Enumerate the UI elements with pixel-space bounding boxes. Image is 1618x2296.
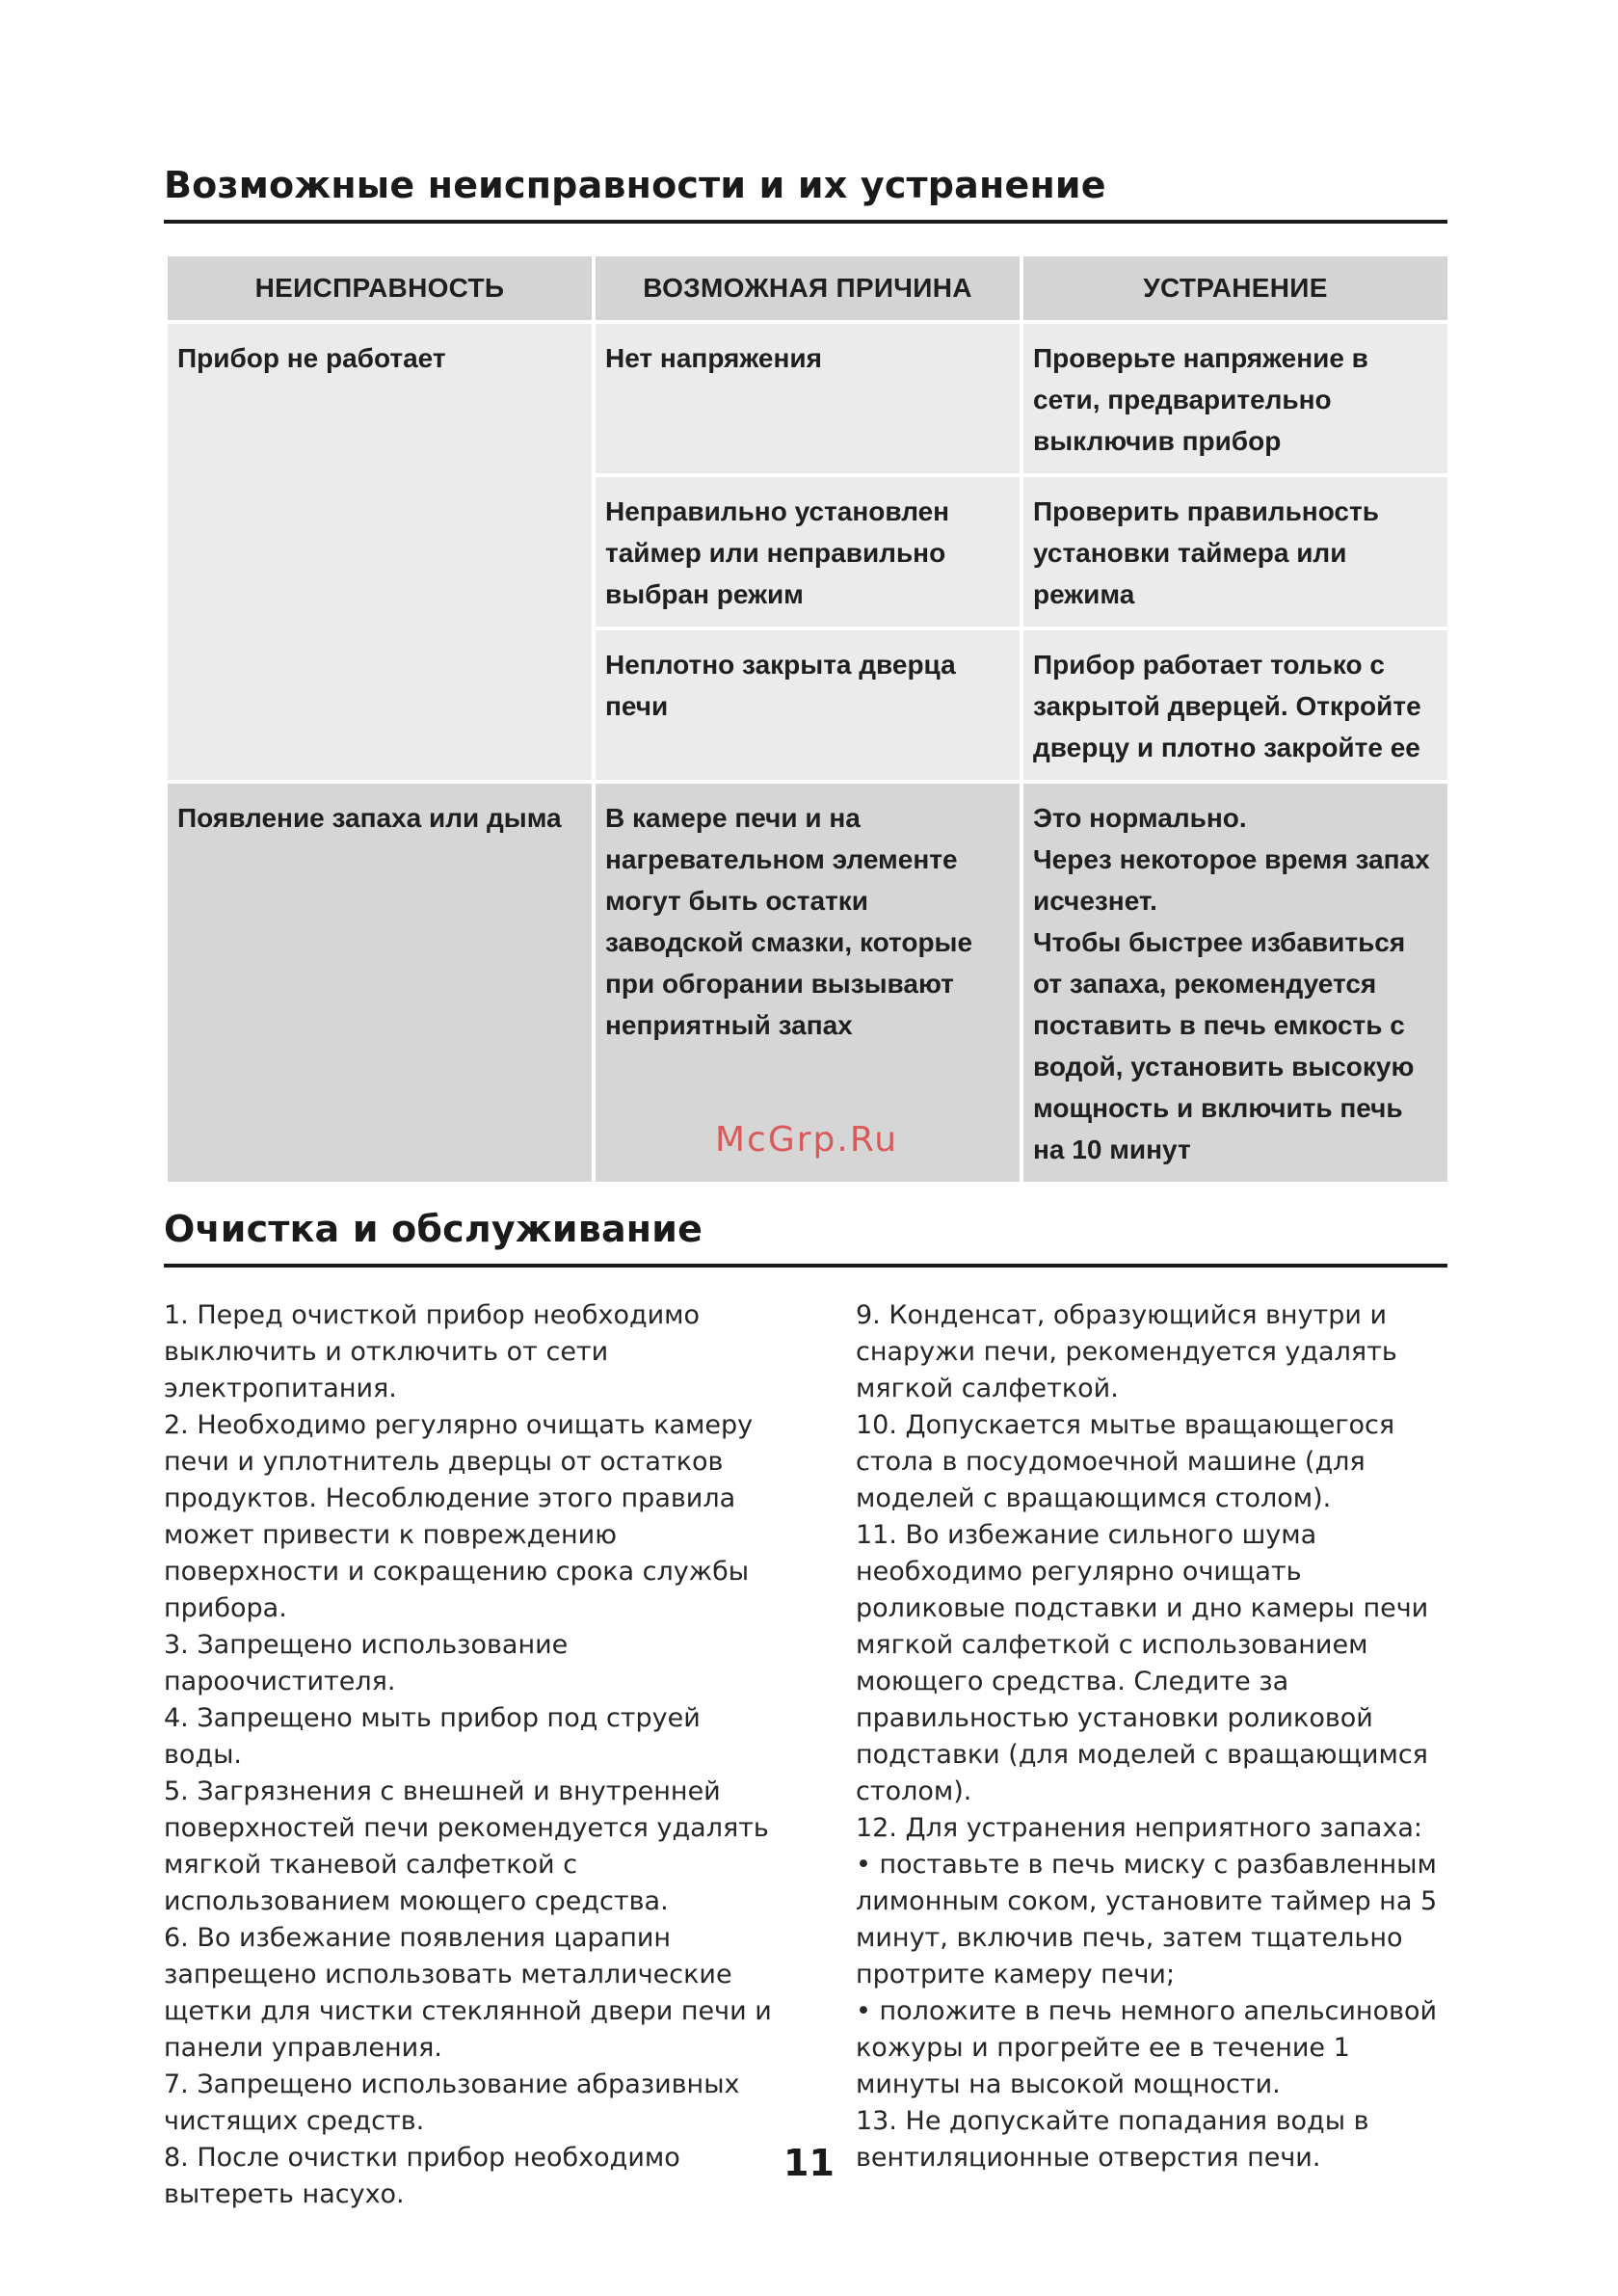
cause-cell: Неправильно установлен таймер или неправильно выбран режим <box>596 477 1020 627</box>
remedy-cell: Проверить правильность установки таймера или режима <box>1023 477 1447 627</box>
troubleshooting-title: Возможные неисправности и их устранение <box>164 166 1447 224</box>
cleaning-title: Очистка и обслуживание <box>164 1210 1447 1268</box>
remedy-cell: Прибор работает только с закрытой дверцей. Откройте дверцу и плотно закройте ее <box>1023 630 1447 780</box>
list-item: • поставьте в печь миску с разбавленным лимонным соком, установите таймер на 5 минут, включив печь, затем тщательно протрите камеру печи; <box>856 1850 1438 1989</box>
header-fault: НЕИСПРАВНОСТЬ <box>168 256 592 320</box>
list-item: 7. Запрещено использование абразивных чистящих средств. <box>164 2069 740 2136</box>
list-item: • положите в печь немного апельсиновой кожуры и прогрейте ее в течение 1 минуты на высокой мощности. <box>856 1996 1438 2099</box>
remedy-line: Чтобы быстрее избавиться от запаха, рекомендуется поставить в печь емкость с водой, установить высокую мощность и включить печь на 10 минут <box>1033 927 1415 1164</box>
list-item: 12. Для устранения неприятного запаха: <box>856 1813 1422 1843</box>
troubleshooting-table <box>164 253 1451 1186</box>
list-item: 4. Запрещено мыть прибор под струей воды. <box>164 1703 701 1770</box>
table-row <box>168 324 1447 473</box>
list-item: 11. Во избежание сильного шума необходимо регулярно очищать роликовые подставки и дно камеры печи мягкой салфеткой с использованием моющего средства. Следите за правильностью установки роликовой подставки (для моделей с вращающимся столом). <box>856 1520 1429 1806</box>
list-item: 10. Допускается мытье вращающегося стола в посудомоечной машине (для моделей с вращающимся столом). <box>856 1410 1395 1513</box>
list-item: 13. Не допускайте попадания воды в вентиляционные отверстия печи. <box>856 2106 1369 2173</box>
header-cause: ВОЗМОЖНАЯ ПРИЧИНА <box>596 256 1020 320</box>
fault-group-no-power <box>168 324 1447 780</box>
cleaning-left-column <box>164 1297 781 2213</box>
fault-cell: Прибор не работает <box>168 324 592 780</box>
fault-cell: Появление запаха или дыма <box>168 784 592 1182</box>
list-item: 5. Загрязнения с внешней и внутренней поверхностей печи рекомендуется удалять мягкой тканевой салфеткой с использованием моющего средства. <box>164 1776 769 1916</box>
list-item: 3. Запрещено использование пароочистителя. <box>164 1630 569 1696</box>
list-item: 8. После очистки прибор необходимо вытереть насухо. <box>164 2143 680 2209</box>
watermark: McGrp.Ru <box>715 1120 899 1160</box>
page-number: 11 <box>783 2142 835 2184</box>
cause-cell: Нет напряжения <box>596 324 1020 473</box>
cause-cell: В камере печи и на нагревательном элементе могут быть остатки заводской смазки, которые при обгорании вызывают неприятный запах <box>596 784 1020 1182</box>
header-remedy: УСТРАНЕНИЕ <box>1023 256 1447 320</box>
table-header-row <box>168 256 1447 320</box>
remedy-line: Это нормально. <box>1033 803 1247 833</box>
cleaning-right-column <box>856 1297 1453 2176</box>
remedy-line: Через некоторое время запах исчезнет. <box>1033 844 1430 916</box>
cause-cell: Неплотно закрыта дверца печи <box>596 630 1020 780</box>
list-item: 2. Необходимо регулярно очищать камеру печи и уплотнитель дверцы от остатков продуктов. Несоблюдение этого правила может привести к повреждению поверхности и сокращению срока службы прибора. <box>164 1410 754 1623</box>
remedy-cell: Проверьте напряжение в сети, предварительно выключив прибор <box>1023 324 1447 473</box>
list-item: 1. Перед очисткой прибор необходимо выключить и отключить от сети электропитания. <box>164 1300 701 1403</box>
list-item: 9. Конденсат, образующийся внутри и снаружи печи, рекомендуется удалять мягкой салфеткой. <box>856 1300 1397 1403</box>
remedy-cell <box>1023 784 1447 1182</box>
list-item: 6. Во избежание появления царапин запрещено использовать металлические щетки для чистки стеклянной двери печи и панели управления. <box>164 1923 772 2063</box>
